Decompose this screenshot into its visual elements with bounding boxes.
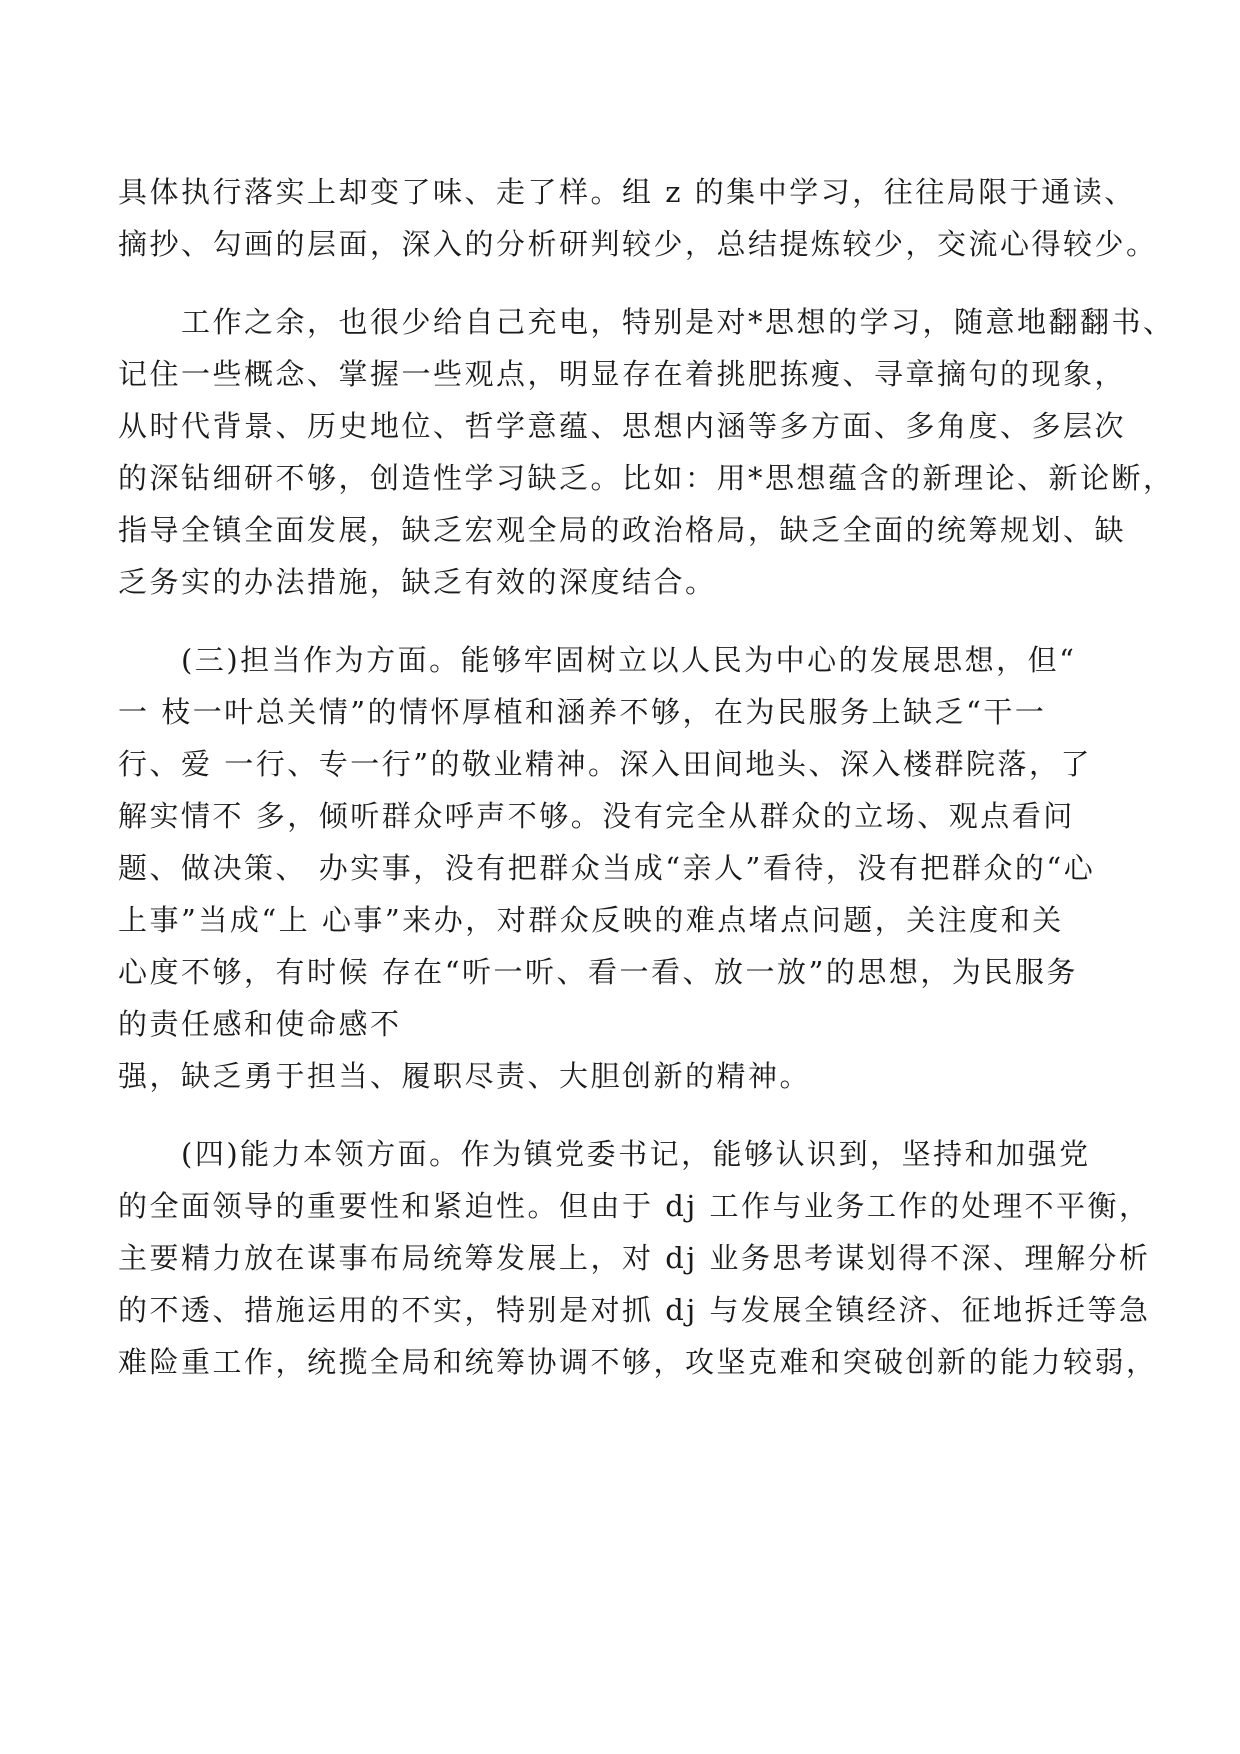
paragraph-spacer xyxy=(118,1102,1130,1128)
text-line: (三)担当作为方面。能够牢固树立以人民为中心的发展思想，但“ xyxy=(118,643,1077,677)
paragraph-study-group xyxy=(118,166,1158,270)
text-line: 摘抄、勾画的层面，深入的分析研判较少，总结提炼较少，交流心得较少。 xyxy=(118,227,1158,261)
text-line: 从时代背景、历史地位、哲学意蕴、思想内涵等多方面、多角度、多层次 xyxy=(118,409,1127,443)
text-line: 具体执行落实上却变了味、走了样。组 z 的集中学习，往往局限于通读、 xyxy=(118,175,1136,209)
text-line: 的不透、措施运用的不实，特别是对抓 dj 与发展全镇经济、征地拆迁等急 xyxy=(118,1293,1151,1327)
text-line: 强，缺乏勇于担当、履职尽责、大胆创新的精神。 xyxy=(118,1059,812,1093)
text-line: 上事”当成“上 心事”来办，对群众反映的难点堵点问题，关注度和关 xyxy=(118,903,1064,937)
paragraph-self-study xyxy=(118,296,1175,608)
text-line: 乏务实的办法措施，缺乏有效的深度结合。 xyxy=(118,565,717,599)
text-line: 记住一些概念、掌握一些观点，明显存在着挑肥拣瘦、寻章摘句的现象， xyxy=(118,357,1127,391)
text-line: 主要精力放在谋事布局统筹发展上，对 dj 业务思考谋划得不深、理解分析 xyxy=(118,1241,1151,1275)
paragraph-spacer xyxy=(118,270,1130,296)
text-line: 一 枝一叶总关情”的情怀厚植和涵养不够，在为民服务上缺乏“干一 xyxy=(118,695,1047,729)
paragraph-section-four xyxy=(118,1128,1158,1388)
text-line: 心度不够，有时候 存在“听一听、看一看、放一放”的思想，为民服务 xyxy=(118,955,1078,989)
paragraph-spacer xyxy=(118,608,1130,634)
text-line: 的全面领导的重要性和紧迫性。但由于 dj 工作与业务工作的处理不平衡， xyxy=(118,1189,1151,1223)
text-line: 指导全镇全面发展，缺乏宏观全局的政治格局，缺乏全面的统筹规划、缺 xyxy=(118,513,1127,547)
text-line: 的责任感和使命感不 xyxy=(118,1007,402,1041)
document-body xyxy=(118,166,1175,1388)
text-line: 解实情不 多，倾听群众呼声不够。没有完全从群众的立场、观点看问 xyxy=(118,799,1075,833)
text-line: 的深钻细研不够，创造性学习缺乏。比如：用*思想蕴含的新理论、新论断， xyxy=(118,461,1175,495)
text-line: 题、做决策、 办实事，没有把群众当成“亲人”看待，没有把群众的“心 xyxy=(118,851,1096,885)
text-line: 难险重工作，统揽全局和统筹协调不够，攻坚克难和突破创新的能力较弱， xyxy=(118,1345,1158,1379)
paragraph-section-three xyxy=(118,634,1130,1102)
text-line: 工作之余，也很少给自己充电，特别是对*思想的学习，随意地翻翻书、 xyxy=(118,305,1175,339)
text-line: (四)能力本领方面。作为镇党委书记，能够认识到，坚持和加强党 xyxy=(118,1137,1091,1171)
text-line: 行、爱 一行、专一行”的敬业精神。深入田间地头、深入楼群院落，了 xyxy=(118,747,1093,781)
